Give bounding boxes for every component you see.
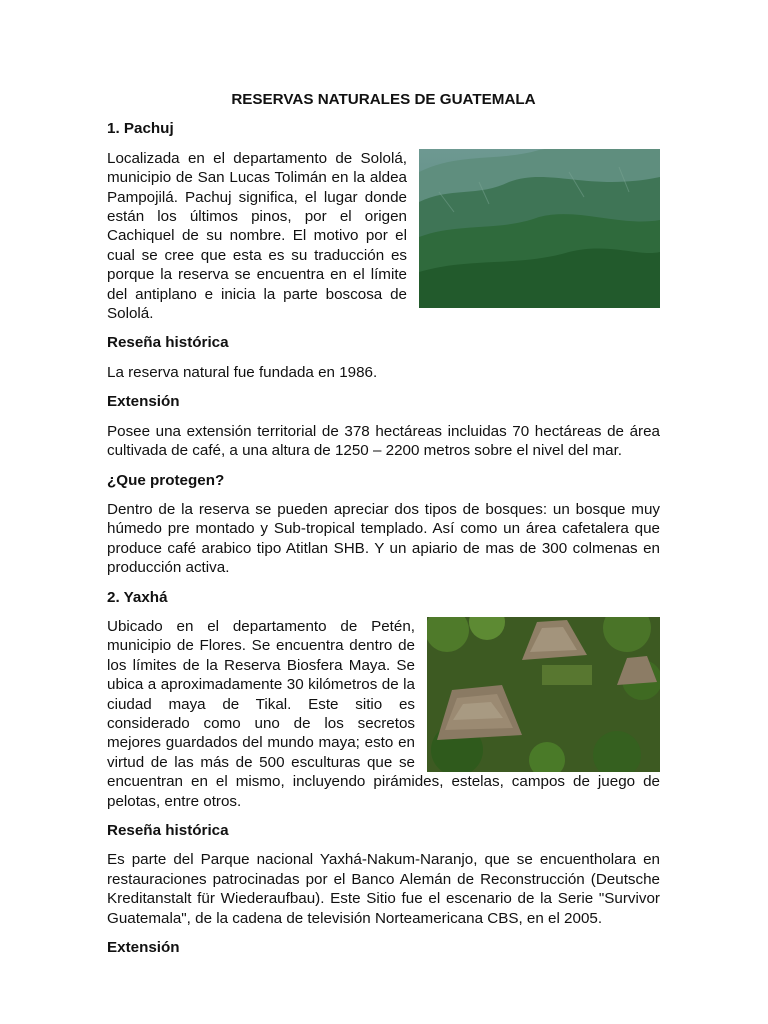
section-pachuj (107, 119, 660, 577)
subheading-extension: Extensión (107, 393, 180, 411)
section-heading: 2. Yaxhá (107, 588, 168, 606)
section-yaxha (107, 588, 660, 958)
subheading-history: Reseña histórica (107, 334, 229, 352)
extension-text: Posee una extensión territorial de 378 hectáreas incluidas 70 hectáreas de área cultivada de café, a una altura de 1250 – 2200 metros sobre el nivel del mar. (107, 422, 660, 460)
protect-text: Dentro de la reserva se pueden apreciar dos tipos de bosques: un bosque muy húmedo pre montado y Sub-tropical templado. Así como un área cafetalera que produce café arabico tipo Atitlan SHB. Y un apiario de mas de 300 colmenas en producción activa. (107, 500, 660, 577)
section-intro: Localizada en el departamento de Sololá, municipio de San Lucas Tolimán en la aldea Pampojilá. Pachuj significa, el lugar donde están los últimos pinos, por el origen Cachiquel de su nombre. El motivo por el cual se cree que esta es su traducción es porque la reserva se encuentra en el límite del antiplano e inicia la parte boscosa de Sololá. (107, 149, 407, 323)
subheading-extension: Extensión (107, 939, 180, 957)
section-intro: Ubicado en el departamento de Petén, municipio de Flores. Se encuentra dentro de los límites de la Reserva Biosfera Maya. Se ubica a aproximadamente 30 kilómetros de la ciudad maya de Tikal. Este sitio es considerado como uno de los secretos mejores guardados del mundo maya; esto en virtud de las más de 500 esculturas que se encuentran en el mismo, incluyendo pirámides, estelas, campos de juego de pelotas, entre otros. (107, 617, 660, 810)
document-title: RESERVAS NATURALES DE GUATEMALA (231, 91, 536, 108)
history-text: La reserva natural fue fundada en 1986. (107, 363, 378, 381)
section-heading: 1. Pachuj (107, 120, 174, 138)
history-text: Es parte del Parque nacional Yaxhá-Nakum-Naranjo, que se encuentholara en restauraciones patrocinadas por el Banco Alemán de Reconstrucción (Deutsche Kreditanstalt für Wiederaufbau). Este Sitio fue el escenario de la Serie "Survivor Guatemala", de la cadena de televisión Norteamericana CBS, en el 2005. (107, 851, 660, 927)
subheading-history: Reseña histórica (107, 822, 229, 839)
maya-pyramid-image (427, 617, 660, 772)
mountain-forest-image (419, 149, 660, 308)
subheading-protect: ¿Que protegen? (107, 471, 225, 489)
document-page (107, 90, 660, 967)
